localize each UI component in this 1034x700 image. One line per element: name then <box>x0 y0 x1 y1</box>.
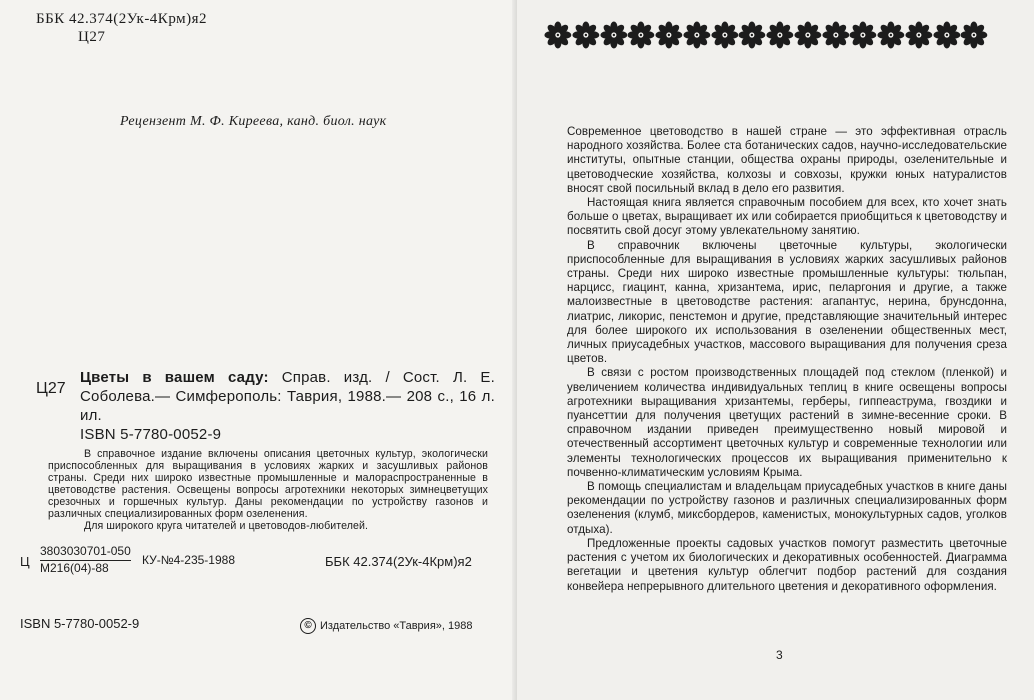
class-numerator: 3803030701-050 <box>40 544 131 561</box>
flower-icon <box>655 21 683 49</box>
flower-icon <box>627 21 655 49</box>
flower-icon <box>877 21 905 49</box>
bibliographic-description <box>80 368 495 444</box>
flower-icon <box>905 21 933 49</box>
flower-icon <box>794 21 822 49</box>
flower-icon <box>849 21 877 49</box>
author-code: Ц27 <box>78 29 106 45</box>
isbn-footer: ISBN 5-7780-0052-9 <box>20 616 140 631</box>
reviewer-line: Рецензент М. Ф. Киреева, канд. биол. наук <box>120 114 387 129</box>
flower-icon <box>600 21 628 49</box>
preface-text <box>567 125 1007 594</box>
class-denominator: М216(04)-88 <box>40 561 109 575</box>
flower-icon <box>933 21 961 49</box>
flower-icon <box>683 21 711 49</box>
publisher-name: Издательство «Таврия», 1988 <box>320 620 473 632</box>
isbn-line: ISBN 5-7780-0052-9 <box>80 426 222 443</box>
preface-paragraph: В связи с ростом производственных площадей под стеклом (пленкой) и увеличением количества индивидуальных теплиц в книге освещены вопросы агротехники выращивания хризантемы, герберы, гиппеаструма, гвоздики и пуансеттии для получения цветущих растений в зимне-весенние сроки. В справочном издании приведен преимущественно новый мировой и отечественный ассортимент цветочных культур и современные технологии или элементы технологических процессов их выращивания применительно к почвенно-климатическим условиям Крыма. <box>567 366 1007 479</box>
book-title: Цветы в вашем саду: <box>80 369 269 386</box>
flower-icon <box>572 21 600 49</box>
flower-icon <box>544 21 572 49</box>
preface-paragraph: В справочник включены цветочные культуры, экологически приспособленные для выращивания в условиях жарких засушливых районов страны. Среди них широко известные промышленные культуры: тюльпан, нарцисс, гиацинт, канна, хризантема, ирис, пеларгония и другие, а также малоизвестные в цветоводстве растения: агапантус, нерина, брунсдонна, лиатрис, ликорис, пенстемон и другие, представляющие значительный интерес для более широкого их использования в озеленении общественных мест, личных приусадебных участков, массового выращивания для получения среза цветов. <box>567 238 1007 366</box>
biblio-details: Справ. изд. / Сост. Л. Е. Соболева.— Симферополь: Таврия, 1988.— 208 с., 16 л. ил. <box>80 369 495 424</box>
flower-icon <box>711 21 739 49</box>
preface-paragraph: В помощь специалистам и владельцам приусадебных участков в книге даны рекомендации по устройству газонов и различных специализированных форм озеленения (клумб, миксбордеров, каменистых, монокультурных садов, уголков отдыха). <box>567 480 1007 536</box>
preface-paragraph: Предложенные проекты садовых участков помогут разместить цветочные растения с учетом их биологических и декоративных особенностей. Диаграмма вегетации и цветения культур облегчит подбор растений для создания конвейера непрерывного длительного цветения и декоративного оформления. <box>567 536 1007 593</box>
copyright-icon: © <box>300 618 316 634</box>
preface-paragraph: Настоящая книга является справочным пособием для всех, кто хочет знать больше о цветах, выращивает их или собирается приобщиться к цветоводству и посвятить свой досуг этому увлекательному занятию. <box>567 196 1007 238</box>
annotation <box>48 448 488 532</box>
flower-icon <box>766 21 794 49</box>
class-letter: Ц <box>20 554 30 569</box>
page-number: 3 <box>776 648 783 662</box>
bbk-footer-code: ББК 42.374(2Ук-4Крм)я2 <box>325 554 472 569</box>
preface-paragraph: Современное цветоводство в нашей стране — это эффективная отрасль народного хозяйства. Более ста ботанических садов, научно-исследовательские институты, опытные станции, общества охраны природы, озеленительные и цветоводческие хозяйства, колхозы и совхозы, кружки юных натуралистов вносят свой посильный вклад в дело его развития. <box>567 125 1007 195</box>
flower-icon <box>960 21 988 49</box>
flower-icon <box>822 21 850 49</box>
class-fraction <box>40 544 131 576</box>
bbk-code: ББК 42.374(2Ук-4Крм)я2 <box>36 11 207 27</box>
annotation-audience: Для широкого круга читателей и цветоводов-любителей. <box>84 520 369 532</box>
catalog-index: Ц27 <box>36 380 66 397</box>
publisher-line <box>300 618 472 634</box>
flower-icon <box>738 21 766 49</box>
annotation-paragraph: В справочное издание включены описания цветочных культур, экологически приспособленных для выращивания в условиях жарких и засушливых районов страны. Среди них широко известные промышленные и малораспространенные в цветоводстве растения. Освещены вопросы агротехники некоторых зимнецветущих срезочных и горшечных культур. Даны рекомендации по устройству газонов и различных специализированных форм озеленения. <box>48 448 488 520</box>
flower-ornament-border <box>544 20 988 50</box>
ku-code: КУ-№4-235-1988 <box>142 553 235 567</box>
bbk-header <box>36 10 207 46</box>
